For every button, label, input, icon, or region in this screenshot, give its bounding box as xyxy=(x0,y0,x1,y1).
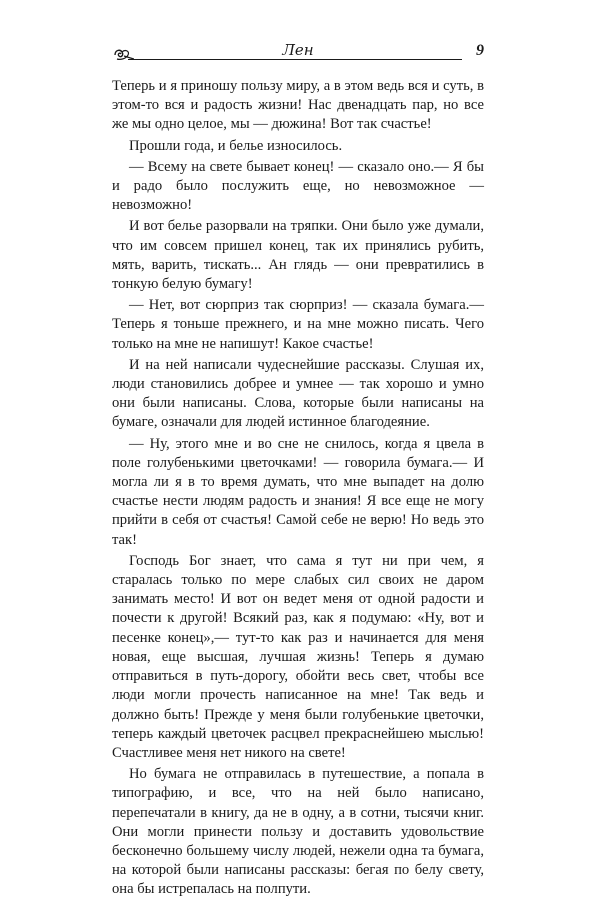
chapter-title: Лен xyxy=(112,42,484,58)
paragraph: — Всему на свете бывает конец! — сказало оно.— Я бы и радо было послужить еще, но невозможное — невозможно! xyxy=(112,158,484,214)
paragraph: Теперь и я приношу пользу миру, а в этом ведь вся и суть, в этом-то вся и радость жизни! Нас двенадцать пар, но все же мы одно целое, мы — дюжина! Вот так счастье! xyxy=(112,78,484,133)
paragraph: И вот белье разорвали на тряпки. Они было уже думали, что им совсем пришел конец, так их принялись рубить, мять, варить, тискать... Ан глядь — они превратились в тонкую белую бумагу! xyxy=(112,218,484,293)
body-text xyxy=(112,77,484,902)
page-number: 9 xyxy=(476,42,484,59)
paragraph: Прошли года, и белье износилось. xyxy=(129,137,343,154)
running-header xyxy=(112,40,484,70)
paragraph: Господь Бог знает, что сама я тут ни при чем, я старалась только по мере слабых сил своих не даром занимать место! И вот он ведет меня от одной радости и почести к другой! Всякий раз, как я подумаю: «Ну, вот и песенке конец»,— тут-то как раз и начинается для меня новая, еще высшая, лучшая жизнь! Теперь я думаю отправиться в путь-дорогу, обойти весь свет, чтобы все люди могли прочесть написанное на мне! Так ведь и должно быть! Прежде у меня были голубенькие цветочки, теперь каждый цветочек расцвел прекраснейшею мыслью! Счастливее меня нет никого на свете! xyxy=(112,552,484,761)
paragraph: И на ней написали чудеснейшие рассказы. Слушая их, люди становились добрее и умнее — так хорошо и умно они были написаны. Слова, которые были написаны на бумаге, означали для людей истинное благодеяние. xyxy=(112,356,484,431)
paragraph: Но бумага не отправилась в путешествие, а попала в типографию, и все, что на ней было написано, перепечатали в книгу, да не в одну, а в сотни, тысячи книг. Они могли принести пользу и доставить удовольствие бесконечно большему числу людей, нежели одна та бумага, на которой были написаны рассказы: бегая по белу свету, она бы истрепалась на полпути. xyxy=(112,766,484,898)
header-rule xyxy=(128,59,462,60)
paragraph: — Нет, вот сюрприз так сюрприз! — сказала бумага.— Теперь я тоньше прежнего, и на мне можно писать. Чего только на мне не напишут! Какое счастье! xyxy=(112,297,484,352)
paragraph: — Ну, этого мне и во сне не снилось, когда я цвела в поле голубенькими цветочками! — говорила бумага.— И могла ли я в то время думать, что мне выпадет на долю счастье нести людям радость и знания! Я все еще не могу прийти в себя от счастья! Самой себе не верю! Но ведь это так! xyxy=(112,435,484,548)
